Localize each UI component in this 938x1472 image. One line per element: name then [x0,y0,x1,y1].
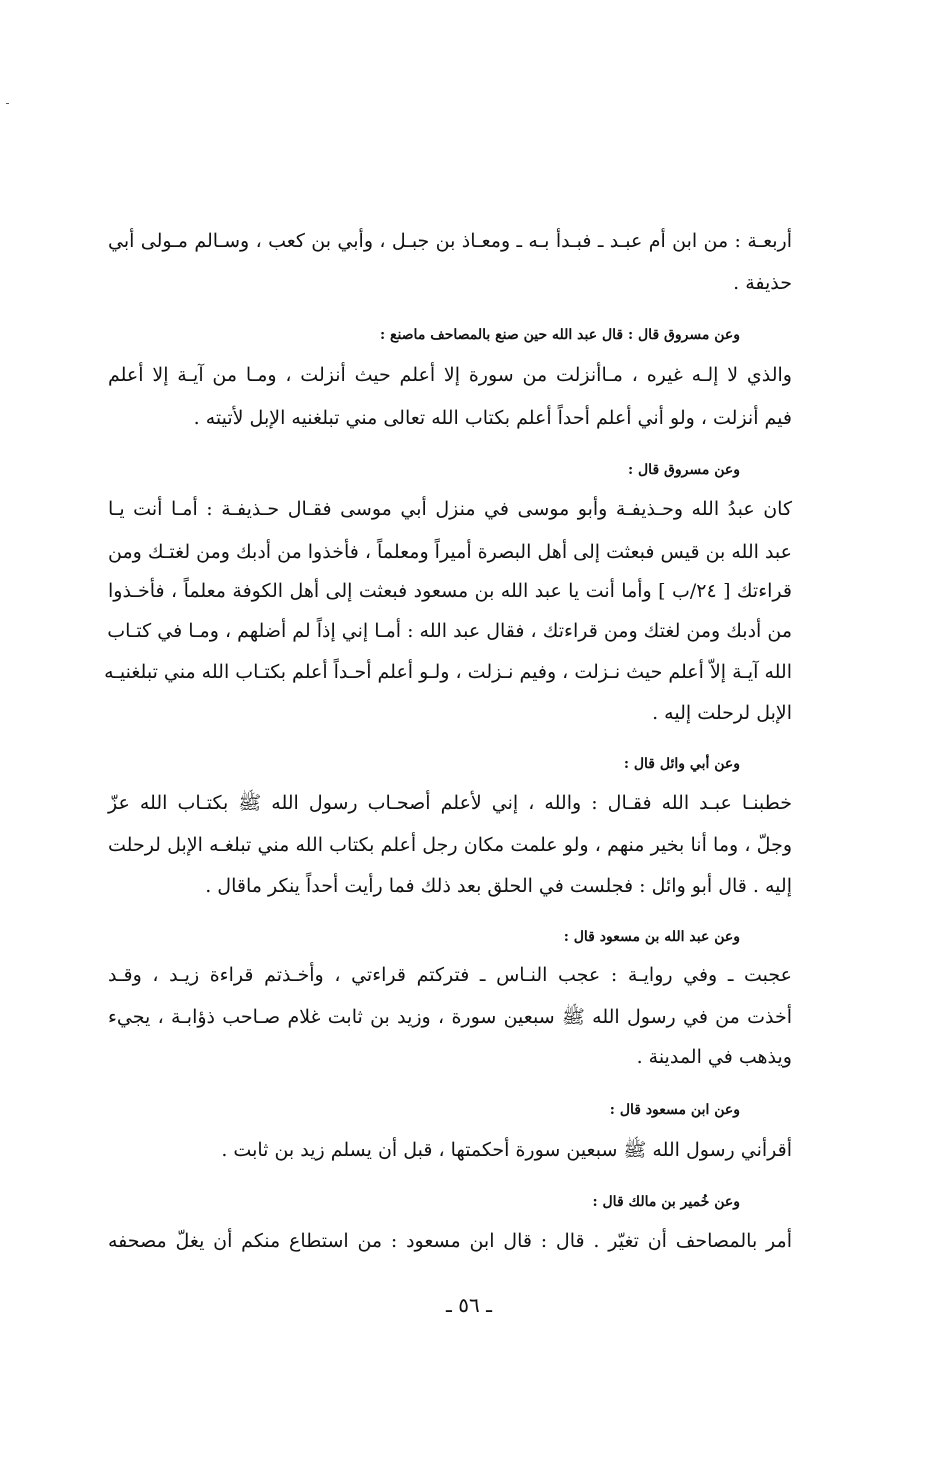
scan-speck [6,103,9,104]
text-line: والذي لا إلـه غيره ، مـاأنزلت من سورة إلا أعلم حيث أنزلت ، ومـا من آيـة إلا أعلم [108,364,792,386]
text-line: الإبل لرحلت إليه . [652,702,792,724]
section-heading: وعن أبي وائل قال : [623,756,740,772]
text-line: وجلّ ، وما أنا بخير منهم ، ولو علمت مكان رجل أعلم بكتاب الله مني تبلغـه الإبل لرحلت [108,834,792,856]
text-line: ويذهب في المدينة . [636,1046,792,1068]
section-heading: وعن مسروق قال : [627,462,740,478]
text-line: أربعـة : من ابن أم عبـد ـ فبـدأ بـه ـ ومعـاذ بن جبـل ، وأبي بن كعب ، وسـالم مـولى أبي [108,230,792,252]
section-heading: وعن عبد الله بن مسعود قال : [563,929,740,945]
section-heading: وعن ابن مسعود قال : [609,1102,740,1118]
text-line: إليه . قال أبو وائل : فجلست في الحلق بعد ذلك فما رأيت أحداً ينكر ماقال . [205,875,792,897]
text-line: قراءتك [ ٢٤/ب ] وأما أنت يا عبد الله بن مسعود فبعثت إلى أهل الكوفة معلماً ، فأخـذوا [108,580,793,602]
text-line: عجبت ـ وفي روايـة : عجب النـاس ـ فتركتم قراءتي ، وأخـذتم قراءة زيـد ، وقـد [108,964,792,986]
text-line: الله آيـة إلاّ أعلم حيث نـزلت ، وفيم نـزلت ، ولـو أعلم أحـداً أعلم بكتـاب الله مني تبلغنيـه [104,661,792,683]
page-number: ـ ٥٦ ـ [446,1293,492,1317]
text-line: عبد الله بن قيس فبعثت إلى أهل البصرة أميراً ومعلماً ، فأخذوا من أدبك ومن لغتـك ومن [108,541,792,563]
text-line: كان عبدُ الله وحـذيفـة وأبو موسى في منزل أبي موسى فقـال حـذيفـة : أمـا أنت يـا [108,498,792,520]
text-line: خطبنـا عبـد الله فقـال : والله ، إني لأعلم أصحـاب رسول الله ﷺ بكتـاب الله عزّ [108,792,792,814]
text-line: أقرأني رسول الله ﷺ سبعين سورة أحكمتها ، قبل أن يسلم زيد بن ثابت . [221,1139,792,1161]
section-heading: وعن خُمير بن مالك قال : [592,1194,740,1210]
text-line: أمر بالمصاحف أن تغيّر . قال : قال ابن مسعود : من استطاع منكم أن يغلّ مصحفه [108,1230,792,1252]
text-line: فيم أنزلت ، ولو أني أعلم أحداً أعلم بكتاب الله تعالى مني تبلغنيه الإبل لأتيته . [193,407,792,429]
section-heading: وعن مسروق قال : قال عبد الله حين صنع بالمصاحف ماصنع : [379,327,740,343]
text-line: أخذت من في رسول الله ﷺ سبعين سورة ، وزيد بن ثابت غلام صـاحب ذؤابـة ، يجيء [108,1006,792,1028]
text-line: حذيفة . [733,272,792,294]
text-line: من أدبك ومن لغتك ومن قراءتك ، فقال عبد الله : أمـا إني إذاً لم أضلهم ، ومـا في كتـاب [107,620,792,642]
